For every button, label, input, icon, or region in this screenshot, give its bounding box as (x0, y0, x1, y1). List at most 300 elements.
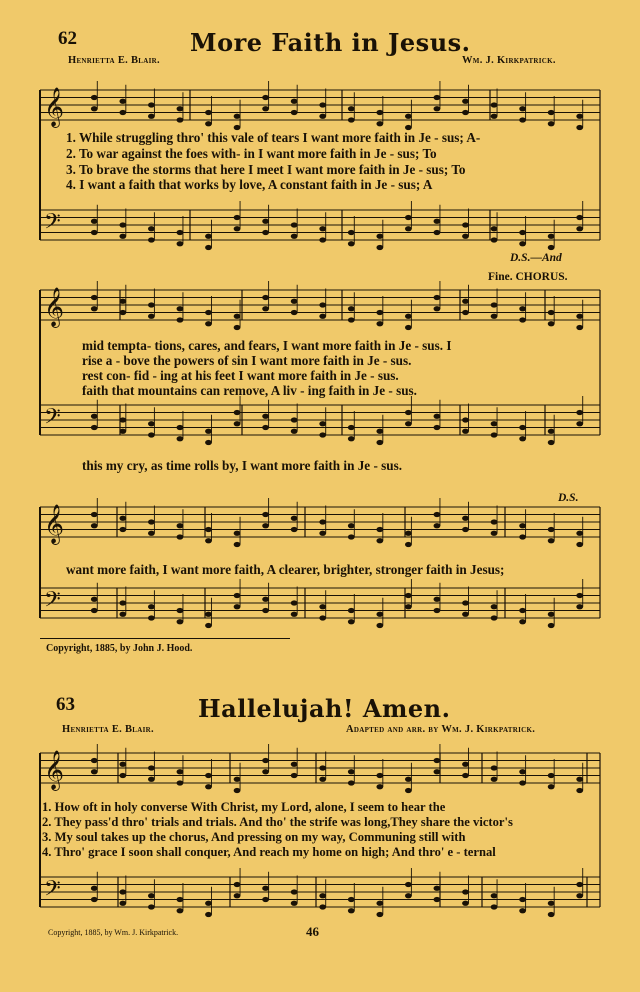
note-head (291, 417, 298, 422)
note-head (148, 531, 155, 536)
note-head (548, 121, 555, 126)
note-head (119, 612, 126, 617)
note-head (348, 230, 355, 235)
note-head (376, 623, 383, 628)
note-head (119, 600, 126, 605)
note-head (119, 310, 126, 315)
note-head (262, 95, 269, 100)
note-head (148, 893, 155, 898)
note-head (462, 901, 469, 906)
note-head (376, 310, 383, 315)
note-head (177, 619, 184, 624)
note-head (348, 317, 355, 322)
hymn-63-verse-1: 1. How oft in holy converse With Christ, my Lord, alone, I seem to hear the (42, 800, 446, 814)
note-head (548, 538, 555, 543)
note-head (91, 106, 98, 111)
note-head (234, 788, 241, 793)
note-head (148, 519, 155, 524)
hymn-62-chorus-text: want more faith, I want more faith, A clearer, brighter, stronger faith in Jesus; (66, 562, 505, 577)
note-head (462, 99, 469, 104)
note-head (319, 421, 326, 426)
note-head (434, 512, 441, 517)
note-head (548, 527, 555, 532)
note-head (91, 295, 98, 300)
note-head (519, 523, 526, 528)
note-head (576, 882, 583, 887)
hymn-63-number: 63 (56, 694, 75, 715)
note-head (348, 306, 355, 311)
note-head (376, 784, 383, 789)
note-head (291, 299, 298, 304)
note-head (262, 512, 269, 517)
note-head (576, 410, 583, 415)
note-head (434, 425, 441, 430)
note-head (376, 429, 383, 434)
note-head (177, 241, 184, 246)
note-head (119, 299, 126, 304)
note-head (205, 623, 212, 628)
note-head (348, 436, 355, 441)
note-head (291, 901, 298, 906)
note-head (205, 901, 212, 906)
note-head (148, 302, 155, 307)
note-head (262, 230, 269, 235)
note-head (234, 604, 241, 609)
note-head (576, 788, 583, 793)
treble-clef-icon: 𝄞 (44, 287, 65, 327)
note-head (462, 310, 469, 315)
note-head (576, 325, 583, 330)
note-head (491, 302, 498, 307)
note-head (319, 114, 326, 119)
note-head (434, 95, 441, 100)
hymn-62-verse-3: 3. To brave the storms that here I meet I want more faith in Je - sus; To (66, 162, 466, 177)
note-head (519, 534, 526, 539)
note-head (291, 889, 298, 894)
note-head (462, 110, 469, 115)
note-head (319, 519, 326, 524)
note-head (434, 295, 441, 300)
note-head (434, 597, 441, 602)
note-head (205, 912, 212, 917)
note-head (319, 765, 326, 770)
note-head (177, 230, 184, 235)
note-head (291, 762, 298, 767)
note-head (177, 608, 184, 613)
note-head (519, 241, 526, 246)
note-head (348, 769, 355, 774)
note-head (519, 306, 526, 311)
note-head (291, 222, 298, 227)
note-head (519, 117, 526, 122)
note-head (234, 542, 241, 547)
note-head (491, 904, 498, 909)
ds-marking: D.S. (558, 492, 579, 504)
note-head (291, 527, 298, 532)
hymn-62-verse-1: 1. While struggling thro' this vale of tears I want more faith in Je - sus; A- (66, 130, 481, 145)
hymn-63-copyright: Copyright, 1885, by Wm. J. Kirkpatrick. (48, 928, 179, 937)
hymn-62-verse-4: 4. I want a faith that works by love, A constant faith in Je - sus; A (66, 177, 433, 192)
hymn-62-verse-2: 2. To war against the foes with- in I want more faith in Je - sus; To (66, 146, 437, 161)
note-head (491, 314, 498, 319)
note-head (519, 769, 526, 774)
note-head (119, 773, 126, 778)
note-head (519, 897, 526, 902)
note-head (491, 615, 498, 620)
note-head (291, 99, 298, 104)
note-head (519, 908, 526, 913)
note-head (91, 897, 98, 902)
note-head (91, 95, 98, 100)
note-head (119, 901, 126, 906)
note-head (291, 600, 298, 605)
note-head (177, 436, 184, 441)
hymn-62-composer: Wm. J. Kirkpatrick. (462, 55, 556, 66)
note-head (576, 421, 583, 426)
note-head (319, 904, 326, 909)
note-head (462, 889, 469, 894)
note-head (376, 440, 383, 445)
note-head (148, 114, 155, 119)
note-head (405, 410, 412, 415)
note-head (576, 125, 583, 130)
note-head (548, 245, 555, 250)
note-head (177, 534, 184, 539)
hymn-62-copyright: Copyright, 1885, by John J. Hood. (46, 643, 193, 654)
note-head (177, 908, 184, 913)
note-head (262, 897, 269, 902)
note-head (91, 512, 98, 517)
note-head (291, 612, 298, 617)
note-head (376, 538, 383, 543)
note-head (548, 912, 555, 917)
note-head (319, 226, 326, 231)
note-head (91, 219, 98, 224)
hymn-62-number: 62 (58, 28, 77, 49)
hymn-63-verse-4: 4. Thro' grace I soon shall conquer, And reach my home on high; And thro' e - ternal (42, 845, 496, 859)
note-head (491, 604, 498, 609)
note-head (376, 110, 383, 115)
note-head (519, 317, 526, 322)
note-head (262, 425, 269, 430)
note-head (177, 769, 184, 774)
note-head (519, 106, 526, 111)
note-head (148, 226, 155, 231)
note-head (434, 306, 441, 311)
note-head (119, 234, 126, 239)
note-head (348, 241, 355, 246)
note-head (548, 901, 555, 906)
hymn-63-lyricist: Henrietta E. Blair. (62, 724, 154, 735)
note-head (405, 215, 412, 220)
note-head (405, 531, 412, 536)
note-head (205, 110, 212, 115)
note-head (91, 758, 98, 763)
note-head (205, 773, 212, 778)
hymn-62-sys2-verse-1: mid tempta- tions, cares, and fears, I want more faith in Je - sus. I (82, 338, 452, 353)
note-head (405, 226, 412, 231)
note-head (148, 904, 155, 909)
note-head (319, 102, 326, 107)
note-head (348, 117, 355, 122)
note-head (376, 612, 383, 617)
note-head (405, 604, 412, 609)
note-head (177, 523, 184, 528)
note-head (91, 769, 98, 774)
note-head (319, 432, 326, 437)
note-head (519, 425, 526, 430)
note-head (177, 106, 184, 111)
note-head (148, 777, 155, 782)
note-head (319, 302, 326, 307)
note-head (462, 516, 469, 521)
note-head (205, 538, 212, 543)
note-head (262, 758, 269, 763)
hymn-63-title: Hallelujah! Amen. (198, 694, 451, 723)
note-head (576, 226, 583, 231)
note-head (462, 612, 469, 617)
note-head (491, 114, 498, 119)
note-head (405, 314, 412, 319)
note-head (576, 531, 583, 536)
note-head (205, 429, 212, 434)
note-head (548, 310, 555, 315)
note-head (91, 886, 98, 891)
note-head (434, 769, 441, 774)
note-head (462, 299, 469, 304)
note-head (234, 421, 241, 426)
note-head (119, 429, 126, 434)
note-head (462, 773, 469, 778)
note-head (291, 310, 298, 315)
note-head (319, 604, 326, 609)
note-head (576, 593, 583, 598)
note-head (348, 106, 355, 111)
note-head (519, 780, 526, 785)
note-head (405, 421, 412, 426)
note-head (434, 230, 441, 235)
note-head (548, 612, 555, 617)
note-head (548, 440, 555, 445)
note-head (462, 417, 469, 422)
note-head (234, 777, 241, 782)
note-head (376, 121, 383, 126)
note-head (376, 245, 383, 250)
note-head (205, 234, 212, 239)
note-head (491, 531, 498, 536)
note-head (576, 114, 583, 119)
note-head (291, 110, 298, 115)
note-head (434, 219, 441, 224)
note-head (548, 623, 555, 628)
note-head (119, 527, 126, 532)
note-head (262, 219, 269, 224)
note-head (348, 897, 355, 902)
note-head (291, 234, 298, 239)
note-head (519, 436, 526, 441)
note-head (234, 531, 241, 536)
bass-clef-icon: 𝄢 (44, 876, 61, 907)
bass-clef-icon: 𝄢 (44, 404, 61, 435)
note-head (205, 245, 212, 250)
hymn-62-sys2-verse-3: rest con- fid - ing at his feet I want more faith in Je - sus. (82, 368, 399, 383)
hymn-62-title: More Faith in Jesus. (190, 28, 471, 57)
note-head (376, 912, 383, 917)
note-head (462, 600, 469, 605)
note-head (319, 893, 326, 898)
note-head (91, 230, 98, 235)
page-number: 46 (306, 924, 319, 939)
hymn-62-lyricist: Henrietta E. Blair. (68, 55, 160, 66)
note-head (434, 523, 441, 528)
note-head (148, 421, 155, 426)
fine-chorus-marking: Fine. CHORUS. (488, 271, 568, 283)
note-head (519, 230, 526, 235)
note-head (291, 429, 298, 434)
note-head (234, 226, 241, 231)
note-head (376, 527, 383, 532)
note-head (348, 425, 355, 430)
note-head (148, 314, 155, 319)
note-head (262, 608, 269, 613)
note-head (405, 114, 412, 119)
note-head (205, 527, 212, 532)
note-head (319, 314, 326, 319)
note-head (148, 102, 155, 107)
note-head (234, 410, 241, 415)
note-head (234, 314, 241, 319)
note-head (405, 593, 412, 598)
bass-clef-icon: 𝄢 (44, 587, 61, 618)
note-head (491, 777, 498, 782)
note-head (576, 215, 583, 220)
note-head (91, 306, 98, 311)
note-head (177, 897, 184, 902)
note-head (462, 222, 469, 227)
note-head (91, 523, 98, 528)
note-head (262, 295, 269, 300)
note-head (319, 531, 326, 536)
note-head (205, 321, 212, 326)
note-head (434, 758, 441, 763)
note-head (491, 519, 498, 524)
bass-clef-icon: 𝄢 (44, 209, 61, 240)
treble-clef-icon: 𝄞 (44, 750, 65, 790)
note-head (91, 608, 98, 613)
note-head (434, 106, 441, 111)
note-head (234, 215, 241, 220)
note-head (234, 882, 241, 887)
note-head (462, 527, 469, 532)
note-head (319, 615, 326, 620)
note-head (119, 110, 126, 115)
note-head (462, 429, 469, 434)
note-head (262, 306, 269, 311)
note-head (177, 780, 184, 785)
treble-clef-icon: 𝄞 (44, 504, 65, 544)
note-head (491, 102, 498, 107)
note-head (262, 597, 269, 602)
note-head (148, 604, 155, 609)
note-head (119, 516, 126, 521)
hymn-62-sys2-verse-4: faith that mountains can remove, A liv - ing faith in Je - sus. (82, 383, 417, 398)
hymn-62-chorus-bass-text: this my cry, as time rolls by, I want more faith in Je - sus. (82, 458, 403, 473)
note-head (119, 417, 126, 422)
note-head (148, 432, 155, 437)
note-head (434, 886, 441, 891)
note-head (462, 234, 469, 239)
note-head (462, 762, 469, 767)
note-head (319, 777, 326, 782)
hymn-63-verse-2: 2. They pass'd thro' trials and trials. And tho' the strife was long,They share the victor's (42, 815, 513, 829)
divider (40, 638, 290, 639)
note-head (376, 773, 383, 778)
note-head (205, 440, 212, 445)
note-head (262, 523, 269, 528)
note-head (91, 414, 98, 419)
note-head (91, 597, 98, 602)
note-head (177, 317, 184, 322)
note-head (205, 310, 212, 315)
note-head (291, 516, 298, 521)
note-head (291, 773, 298, 778)
note-head (548, 321, 555, 326)
note-head (576, 604, 583, 609)
note-head (234, 114, 241, 119)
note-head (405, 777, 412, 782)
note-head (405, 325, 412, 330)
note-head (548, 773, 555, 778)
note-head (348, 619, 355, 624)
note-head (434, 414, 441, 419)
note-head (148, 615, 155, 620)
note-head (177, 425, 184, 430)
note-head (376, 234, 383, 239)
note-head (405, 788, 412, 793)
note-head (234, 325, 241, 330)
note-head (234, 593, 241, 598)
note-head (348, 523, 355, 528)
note-head (348, 908, 355, 913)
note-head (491, 432, 498, 437)
note-head (434, 897, 441, 902)
note-head (262, 886, 269, 891)
note-head (376, 901, 383, 906)
note-head (177, 306, 184, 311)
treble-clef-icon: 𝄞 (44, 87, 65, 127)
note-head (148, 765, 155, 770)
note-head (119, 222, 126, 227)
note-head (576, 893, 583, 898)
note-head (491, 226, 498, 231)
note-head (576, 777, 583, 782)
note-head (119, 889, 126, 894)
note-head (348, 534, 355, 539)
note-head (234, 893, 241, 898)
note-head (119, 762, 126, 767)
note-head (177, 117, 184, 122)
note-head (491, 765, 498, 770)
note-head (405, 882, 412, 887)
note-head (319, 237, 326, 242)
note-head (148, 237, 155, 242)
note-head (491, 421, 498, 426)
note-head (205, 612, 212, 617)
note-head (348, 780, 355, 785)
note-head (119, 99, 126, 104)
note-head (348, 608, 355, 613)
note-head (376, 321, 383, 326)
